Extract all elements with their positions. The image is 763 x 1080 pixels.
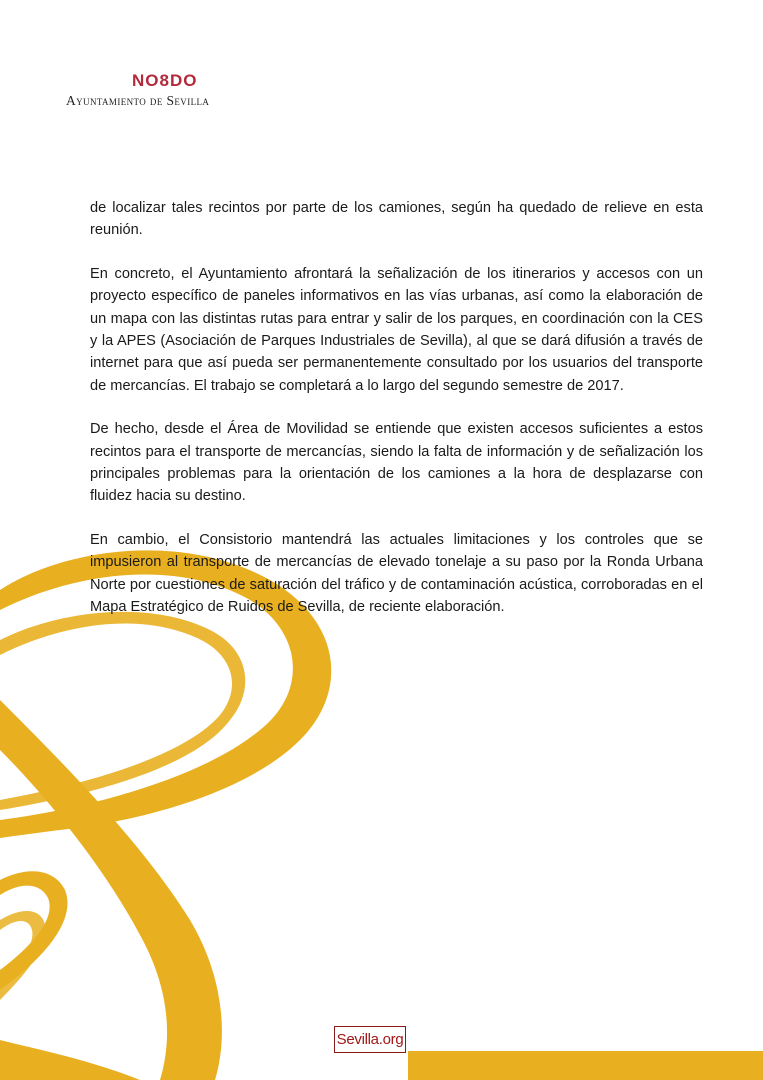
paragraph: de localizar tales recintos por parte de los camiones, según ha quedado de relieve en esta reunión. <box>90 200 703 239</box>
no8do-emblem-text: NO8DO <box>132 71 198 90</box>
document-body <box>90 197 703 640</box>
city-council-name: Ayuntamiento de Sevilla <box>66 93 210 108</box>
footer-accent-bar <box>408 1051 763 1080</box>
paragraph: De hecho, desde el Área de Movilidad se entiende que existen accesos suficientes a estos recintos para el transporte de mercancías, siendo la falta de información y de señalización los principales problemas para la orientación de los camiones a la hora de desplazarse con fluidez hacia su destino. <box>90 421 703 505</box>
paragraph: En cambio, el Consistorio mantendrá las actuales limitaciones y los controles que se impusieron al transporte de mercancías de elevado tonelaje a su paso por la Ronda Urbana Norte por cuestiones de saturación del tráfico y de contaminación acústica, corroboradas en el Mapa Estratégico de Ruidos de Sevilla, de reciente elaboración. <box>90 531 703 616</box>
paragraph: En concreto, el Ayuntamiento afrontará la señalización de los itinerarios y accesos con un proyecto específico de paneles informativos en las vías urbanas, así como la elaboración de un mapa con las distintas rutas para entrar y salir de los parques, en coordinación con la CES y la APES (Asociación de Parques Industriales de Sevilla), al que se dará difusión a través de internet para que así pueda ser permanentemente consultado por los usuarios del transporte de mercancías. El trabajo se completará a lo largo del segundo semestre de 2017. <box>90 265 703 394</box>
sevilla-org-logo[interactable]: Sevilla.org <box>334 1026 406 1053</box>
